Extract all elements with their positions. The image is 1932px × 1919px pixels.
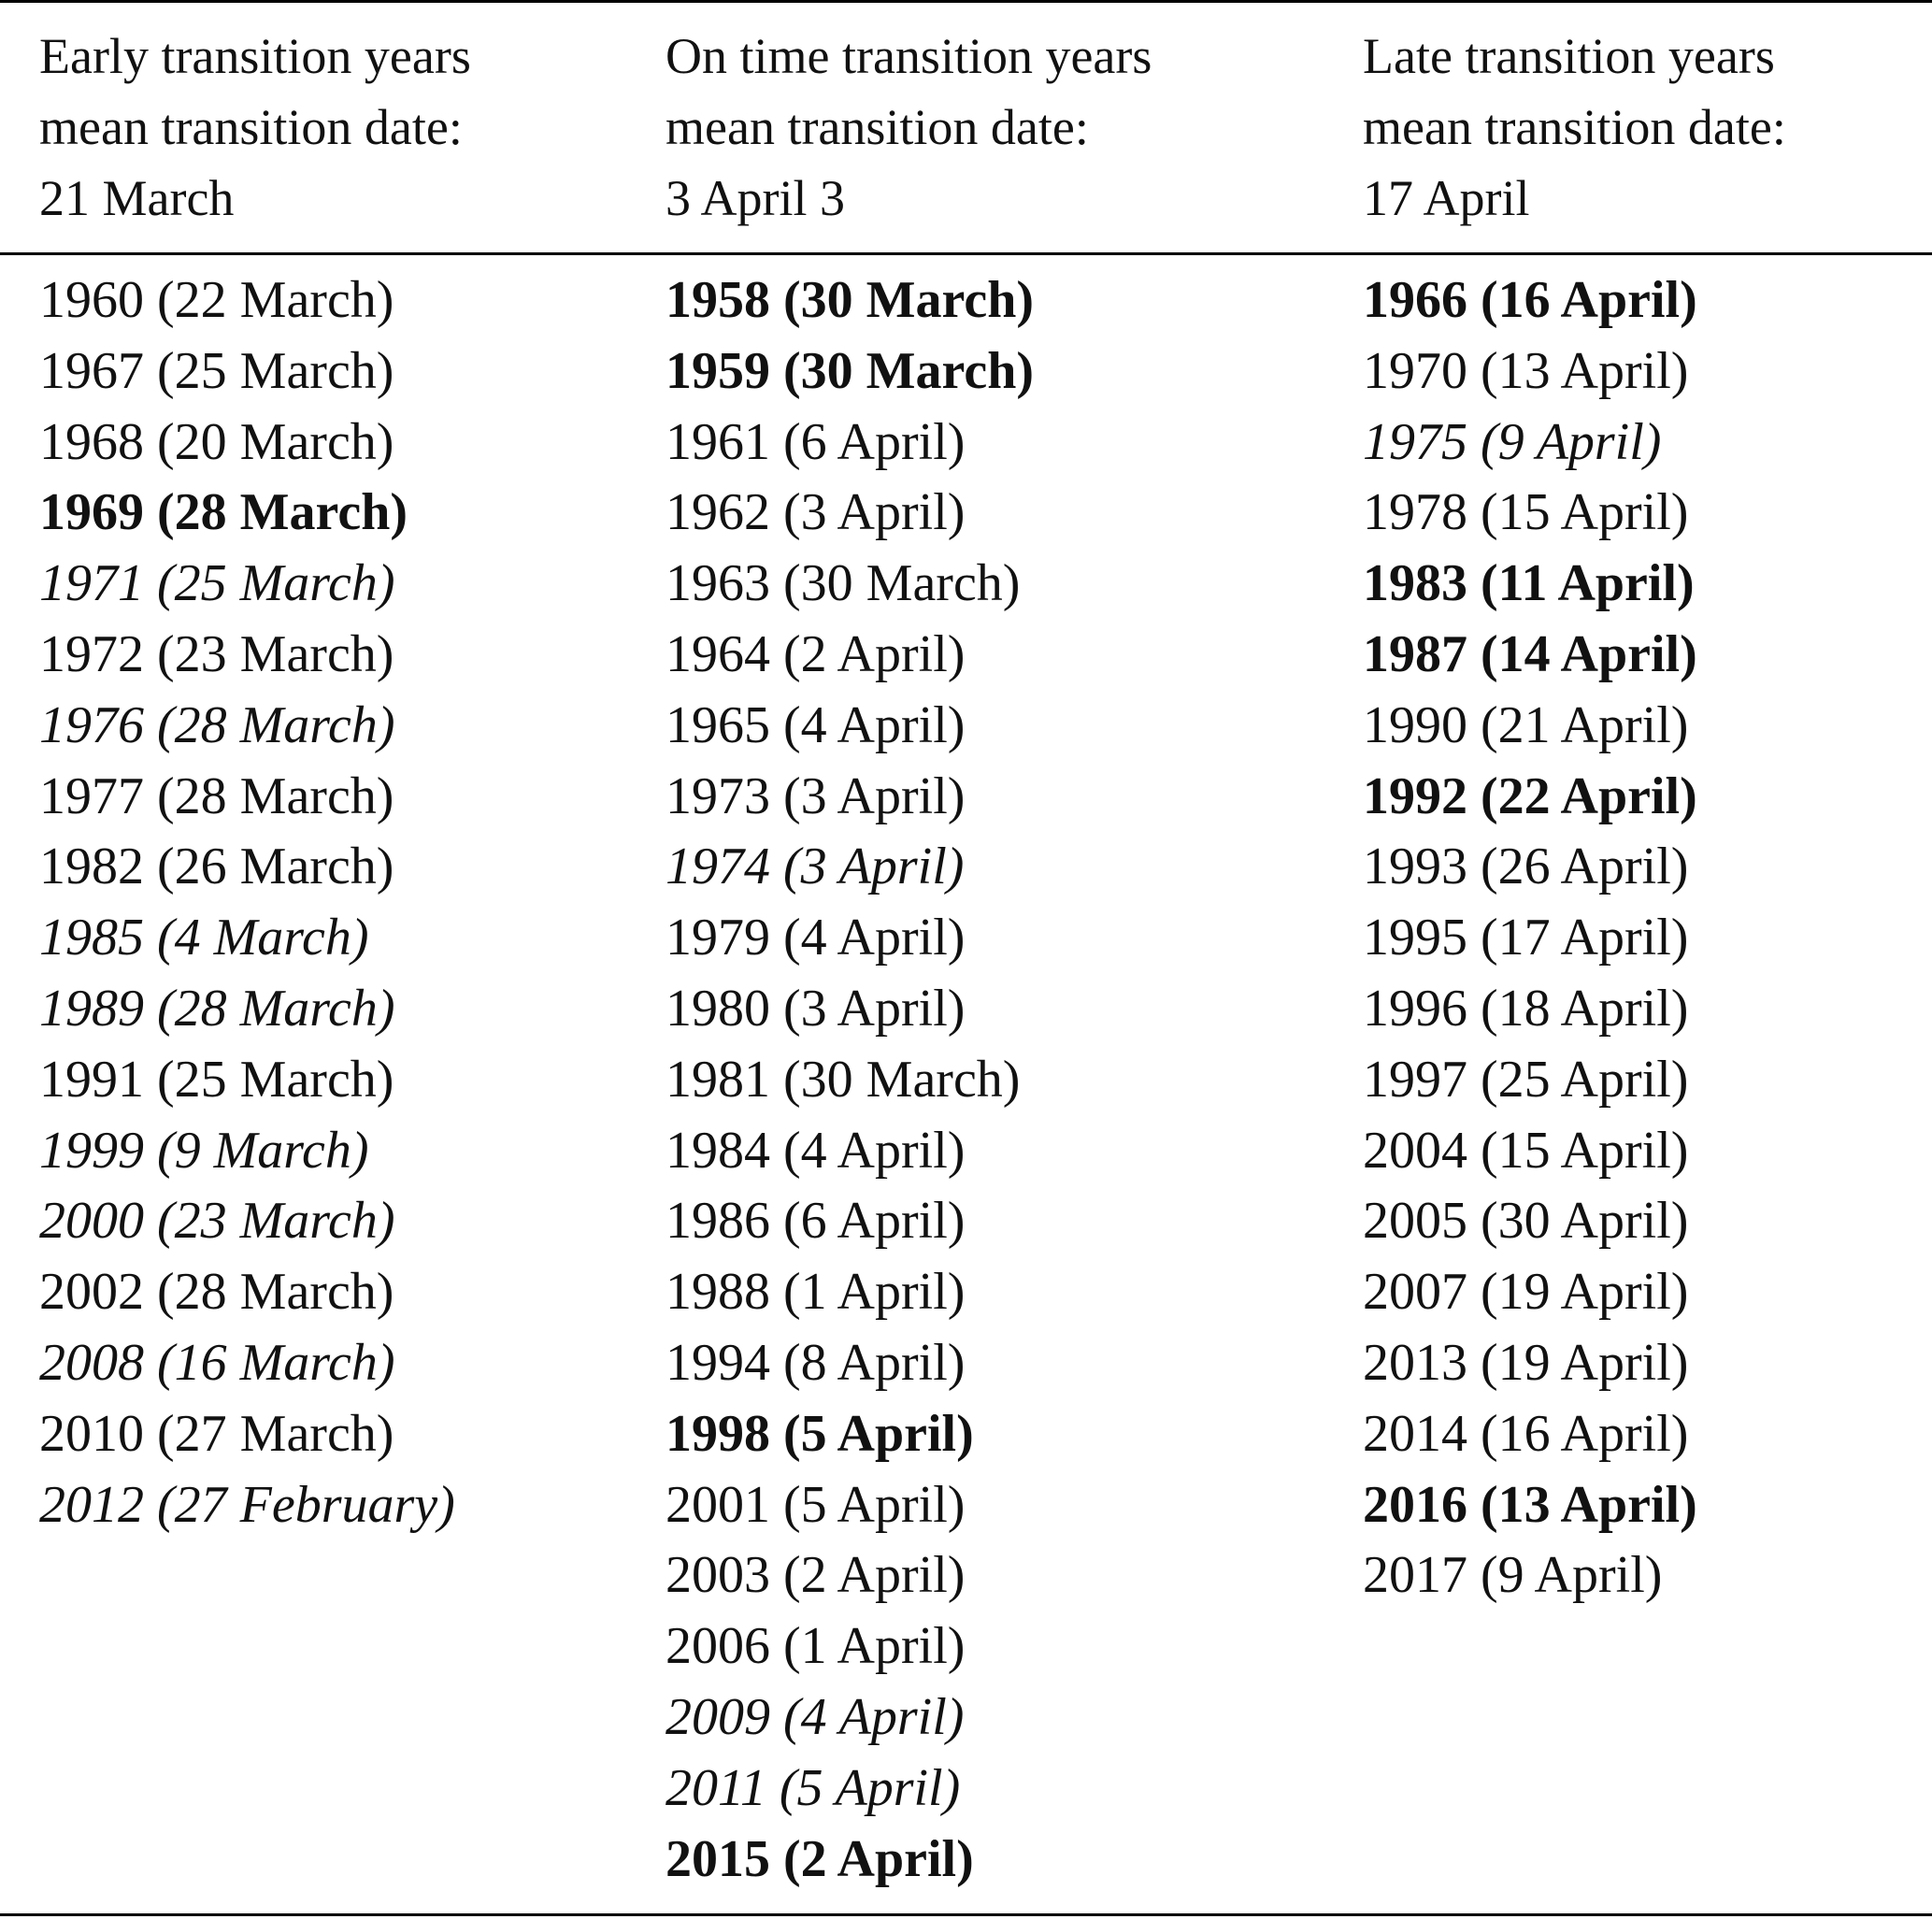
year-entry: 1976 (28 March): [39, 695, 395, 754]
year-entry: 1987 (14 April): [1363, 624, 1697, 683]
year-entry: 1963 (30 March): [665, 554, 1021, 613]
year-entry: 1959 (30 March): [665, 341, 1034, 400]
column-header-line: Early transition years: [39, 28, 471, 84]
year-entry: 1972 (23 March): [39, 624, 394, 683]
year-entry: 1995 (17 April): [1363, 909, 1689, 967]
column-header: [665, 21, 1152, 234]
year-entry: 1965 (4 April): [665, 695, 966, 754]
column-header-line: On time transition years: [665, 28, 1152, 84]
year-entry: 1989 (28 March): [39, 979, 395, 1038]
year-entry: 1966 (16 April): [1363, 271, 1697, 329]
year-entry: 2003 (2 April): [665, 1546, 966, 1605]
year-entry: 2000 (23 March): [39, 1192, 395, 1251]
column-header-line: mean transition date:: [39, 99, 463, 155]
year-entry: 2008 (16 March): [39, 1333, 395, 1392]
year-entry: 1983 (11 April): [1363, 554, 1695, 613]
year-entry: 2006 (1 April): [665, 1617, 966, 1676]
year-entry: 2007 (19 April): [1363, 1263, 1689, 1322]
year-list: [39, 265, 455, 1540]
year-entry: 1994 (8 April): [665, 1333, 966, 1392]
year-entry: 2004 (15 April): [1363, 1121, 1689, 1180]
column-header-line: mean transition date:: [665, 99, 1089, 155]
year-entry: 1997 (25 April): [1363, 1050, 1689, 1109]
column-header-line: Late transition years: [1363, 28, 1775, 84]
year-entry: 1961 (6 April): [665, 412, 966, 471]
year-entry: 1960 (22 March): [39, 271, 394, 329]
year-entry: 1969 (28 March): [39, 483, 408, 542]
year-entry: 1986 (6 April): [665, 1192, 966, 1251]
year-entry: 1992 (22 April): [1363, 766, 1697, 825]
year-entry: 1999 (9 March): [39, 1121, 369, 1180]
year-entry: 2017 (9 April): [1363, 1546, 1663, 1605]
year-entry: 1964 (2 April): [665, 624, 966, 683]
year-list: [1363, 265, 1697, 1611]
year-entry: 2011 (5 April): [665, 1758, 961, 1817]
year-entry: 1970 (13 April): [1363, 341, 1689, 400]
year-entry: 2015 (2 April): [665, 1829, 974, 1888]
year-entry: 2005 (30 April): [1363, 1192, 1689, 1251]
column-header-line: 21 March: [39, 170, 235, 226]
year-entry: 1977 (28 March): [39, 766, 394, 825]
year-entry: 1996 (18 April): [1363, 979, 1689, 1038]
year-entry: 2010 (27 March): [39, 1404, 394, 1463]
year-entry: 1982 (26 March): [39, 838, 394, 896]
table-bottom-rule: [0, 1913, 1932, 1916]
year-entry: 2012 (27 February): [39, 1475, 455, 1534]
column-header-line: mean transition date:: [1363, 99, 1786, 155]
column-header: [39, 21, 471, 234]
column-header-line: 17 April: [1363, 170, 1530, 226]
table-header-rule: [0, 252, 1932, 255]
year-entry: 1975 (9 April): [1363, 412, 1662, 471]
table-top-rule: [0, 0, 1932, 3]
year-entry: 1974 (3 April): [665, 838, 965, 896]
year-entry: 1998 (5 April): [665, 1404, 974, 1463]
year-entry: 2016 (13 April): [1363, 1475, 1697, 1534]
year-entry: 2002 (28 March): [39, 1263, 394, 1322]
year-entry: 1980 (3 April): [665, 979, 966, 1038]
year-entry: 1979 (4 April): [665, 909, 966, 967]
year-entry: 1988 (1 April): [665, 1263, 966, 1322]
year-entry: 1990 (21 April): [1363, 695, 1689, 754]
year-entry: 1991 (25 March): [39, 1050, 394, 1109]
year-entry: 2001 (5 April): [665, 1475, 966, 1534]
year-entry: 1985 (4 March): [39, 909, 369, 967]
year-entry: 1973 (3 April): [665, 766, 966, 825]
year-entry: 1962 (3 April): [665, 483, 966, 542]
column-header: [1363, 21, 1786, 234]
year-list: [665, 265, 1034, 1895]
year-entry: 1967 (25 March): [39, 341, 394, 400]
year-entry: 1958 (30 March): [665, 271, 1034, 329]
year-entry: 1968 (20 March): [39, 412, 394, 471]
year-entry: 1984 (4 April): [665, 1121, 966, 1180]
year-entry: 2013 (19 April): [1363, 1333, 1689, 1392]
year-entry: 2014 (16 April): [1363, 1404, 1689, 1463]
column-header-line: 3 April 3: [665, 170, 846, 226]
year-entry: 1993 (26 April): [1363, 838, 1689, 896]
year-entry: 1971 (25 March): [39, 554, 395, 613]
year-entry: 2009 (4 April): [665, 1687, 965, 1746]
year-entry: 1978 (15 April): [1363, 483, 1689, 542]
year-entry: 1981 (30 March): [665, 1050, 1021, 1109]
